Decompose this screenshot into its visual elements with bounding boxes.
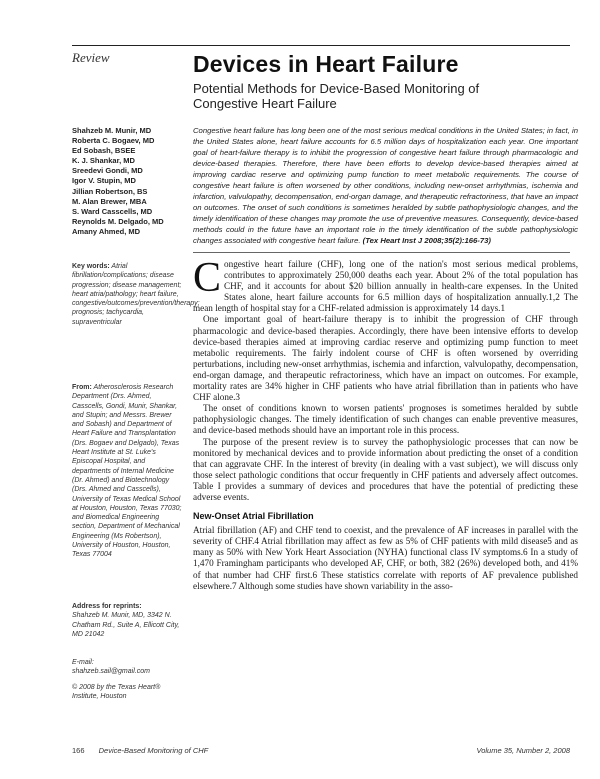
abstract [193, 125, 578, 246]
affiliations-block [72, 383, 182, 560]
drop-cap: C [193, 255, 222, 301]
keywords-block [72, 262, 200, 327]
page-footer [72, 746, 570, 755]
page-number: 166 [72, 746, 85, 755]
from-label: From: [72, 384, 92, 391]
author: M. Alan Brewer, MBA [72, 196, 147, 206]
section-heading: New-Onset Atrial Fibrillation [193, 511, 314, 522]
paragraph-text: ongestive heart failure (CHF), long one of the nation's most serious medical problems, contributes to approximately 250,000 deaths each year. About 2% of the total population has CHF, and it accounts for about $20 billion annually in health-care expenses. In the United States alone, heart failure accounts for 6.5 million days of hospitalization annually.1,2 The mean length of hospital stay for a CHF-related admission is approximately 14 days.1 [193, 259, 578, 314]
reprint-address-block [72, 602, 182, 639]
email-label: E-mail: [72, 659, 94, 666]
author: K. J. Shankar, MD [72, 156, 135, 166]
body-paragraph [193, 255, 578, 314]
copyright-notice: © 2008 by the Texas Heart® Institute, Houston [72, 684, 161, 701]
email-link[interactable]: shahzeb.sail@gmail.com [72, 668, 150, 676]
body-paragraph: Atrial fibrillation (AF) and CHF tend to coexist, and the prevalence of AF increases in parallel with the severity of CHF.4 Atrial fibrillation may affect as few as 5% of CHF patients with mild disease5 and as many as 50% with New York Heart Association (NYHA) functional class IV symptoms.6 In a study of 1,470 Framingham participants who developed AF, CHF, or both, 382 (26%) developed both, and 41% of that number had CHF first.6 These statistics correlate with reports of AF prevalence published elsewhere.7 Although some studies have shown variability in the asso- [193, 525, 578, 591]
volume-info: Volume 35, Number 2, 2008 [476, 746, 570, 755]
author: Ed Sobash, BSEE [72, 146, 136, 156]
abstract-citation: (Tex Heart Inst J 2008;35(2):166-73) [362, 236, 491, 245]
abstract-text: Congestive heart failure has long been one of the most serious medical conditions in the United States; in fact, in the United States alone, heart failure accounts for 6.5 million days of hospitalization each year. One important goal of heart-failure therapy is to inhibit the progression of congestive heart failure through pharmacologic and device-based therapies. Therefore, there have been efforts to develop device-based therapies aimed at improving cardiac reserve and optimizing pump function to meet metabolic requirements. The course of congestive heart failure is often worsened by other conditions, including new-onset arrhythmias, ischemia and infarction, valvulopathy, decompensation, end-organ damage, and therapeutic refractoriness, that have an impact on outcomes. The onset of such conditions is sometimes heralded by subtle pathophysiologic changes, and the timely identification of these changes may promote the use of preventive measures. Consequently, device-based methods could in the future have an important role in the timely identification of the subtle pathophysiologic changes associated with congestive heart failure. [193, 126, 578, 245]
author: Sreedevi Gondi, MD [72, 166, 143, 176]
keywords-label: Key words: [72, 263, 110, 270]
author: Jillian Robertson, BS [72, 186, 148, 196]
author: Shahzeb M. Munir, MD [72, 126, 152, 135]
article-body [193, 255, 578, 592]
author: Igor V. Stupin, MD [72, 176, 136, 186]
author-list [72, 126, 192, 237]
address-label: Address for reprints: [72, 603, 142, 610]
body-paragraph: The purpose of the present review is to survey the pathophysiologic processes that can now be monitored by mechanical devices and to provide information about predicting the onset of a condition that can aggravate CHF. In the interest of brevity (in dealing with a vast subject), we will discuss only those select pathologic conditions that occur frequently in CHF patients and adversely affect outcomes. Table I provides a summary of devices and procedures that have the potential of predicting these adverse events. [193, 436, 578, 502]
article-title: Devices in Heart Failure [193, 51, 459, 77]
author: Roberta C. Bogaev, MD [72, 136, 155, 146]
header-rule [72, 45, 570, 46]
body-paragraph: The onset of conditions known to worsen patients' prognoses is sometimes heralded by subtle pathophysiologic changes. The timely identification of such changes can enable preventive measures, and device-based methods should have an important role in this process. [193, 403, 578, 436]
article-subtitle: Potential Methods for Device-Based Monitoring of Congestive Heart Failure [193, 81, 480, 111]
address-text: Shahzeb M. Munir, MD, 3342 N. Chatham Rd., Suite A, Ellicott City, MD 21042 [72, 612, 180, 638]
keywords-text: Atrial fibrillation/complications; disease progression; disease management; heart atria/pathology; heart failure, congestive/outcomes/prevention/therapy; prognosis; tachycardia, supraventricular [72, 263, 200, 326]
author: Amany Ahmed, MD [72, 226, 141, 236]
running-title: Device-Based Monitoring of CHF [98, 746, 209, 755]
section-label: Review [72, 50, 110, 65]
author: S. Ward Casscells, MD [72, 206, 153, 216]
body-paragraph: One important goal of heart-failure therapy is to inhibit the progression of CHF through pharmacologic and device-based therapies. Accordingly, there have been intensive efforts to develop device-based therapies aimed at improving cardiac reserve and optimizing pump function to meet metabolic requirements. The fairly indolent course of CHF is often worsened by overriding perturbations, including new-onset arrhythmias, ischemia and infarction, valvulopathy, decompensation, end-organ damage, and therapeutic refractoriness, which have an impact on outcomes. For example, mortality rates are 34% higher in CHF patients who have atrial fibrillation than in patients who have CHF alone.3 [193, 314, 578, 403]
author: Reynolds M. Delgado, MD [72, 216, 164, 226]
email-block [72, 658, 182, 677]
from-text: Atherosclerosis Research Department (Drs. Ahmed, Casscells, Gondi, Munir, Shankar, and Stupin; and Messrs. Brewer and Sobash) and Department of Heart Failure and Transplantation (Drs. Bogaev and Delgado), Texas Heart Institute at St. Luke's Episcopal Hospital, and departments of Internal Medicine (Dr. Ahmed) and Biotechnology (Drs. Ahmed and Casscells), University of Texas Medical School at Houston, Houston, Texas 77030; and Biomedical Engineering section, Department of Mechanical Engineering (Ms Robertson), University of Houston, Houston, Texas 77004 [72, 384, 182, 559]
abstract-divider [193, 252, 570, 253]
